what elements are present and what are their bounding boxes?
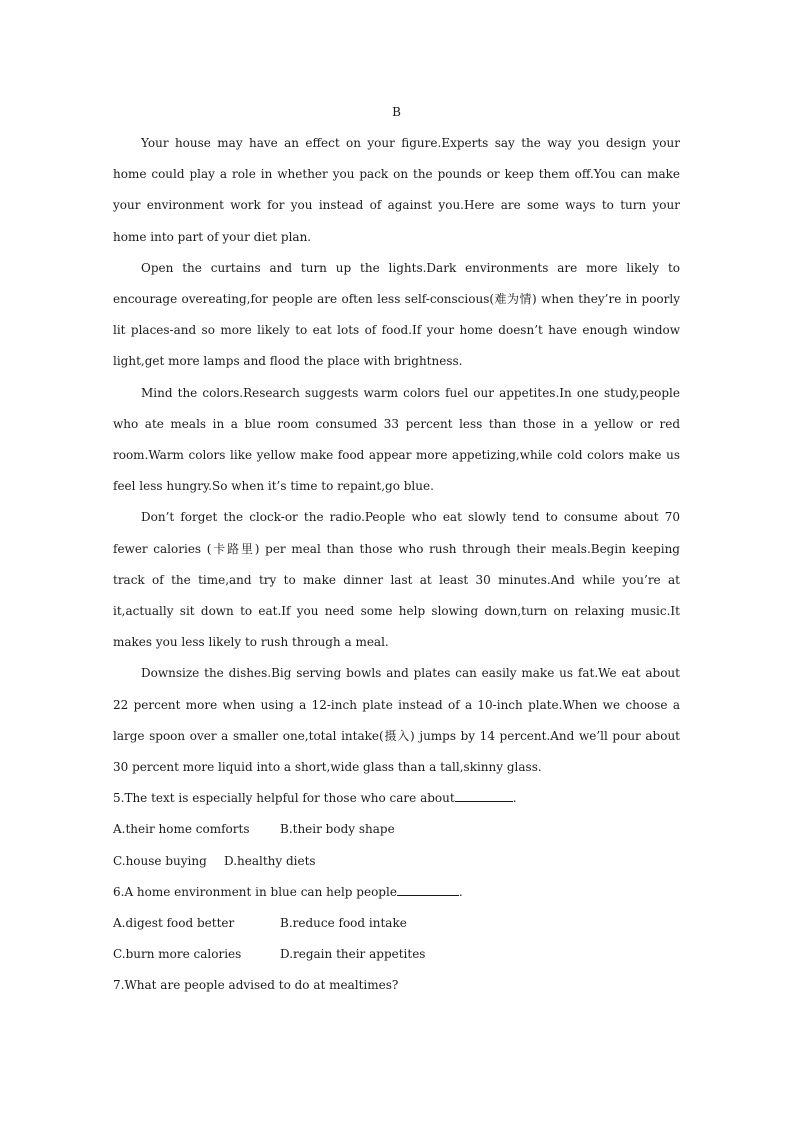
question-stem-text: 5.The text is especially helpful for those who care about xyxy=(113,791,455,806)
document-page xyxy=(113,97,680,1002)
question-stem-text: 7.What are people advised to do at mealtimes? xyxy=(113,978,399,993)
question-stem xyxy=(113,970,680,1001)
question-stem: 5.The text is especially helpful for those who care about . xyxy=(113,791,517,806)
paragraph-3: Mind the colors.Research suggests warm colors fuel our appetites.In one study,people who ate meals in a blue room consumed 33 percent less than those in a yellow or red room.Warm colors like yellow make food appear more appetizing,while cold colors make us feel less hungry.So when it’s time to repaint,go blue. xyxy=(113,385,680,494)
question-7 xyxy=(113,970,680,1001)
option-d: D.healthy diets xyxy=(224,853,316,868)
option-b: B.their body shape xyxy=(280,822,395,837)
question-stem: 6.A home environment in blue can help people . xyxy=(113,884,463,899)
option-d: D.regain their appetites xyxy=(280,947,426,962)
question-6 xyxy=(113,877,680,971)
option-a: A.digest food better xyxy=(113,916,235,931)
section-label: B xyxy=(392,105,401,119)
option-row xyxy=(113,814,680,845)
option-c: C.house buying xyxy=(113,853,207,868)
option-row xyxy=(113,908,680,939)
paragraph-4: Don’t forget the clock-or the radio.People who eat slowly tend to consume about 70 fewer calories (卡路里) per meal than those who rush through their meals.Begin keeping track of the time,and try to make dinner last at least 30 minutes.And while you’re at it,actually sit down to eat.If you need some help slowing down,turn on relaxing music.It makes you less likely to rush through a meal. xyxy=(113,510,680,650)
paragraph-1: Your house may have an effect on your figure.Experts say the way you design your home could play a role in whether you pack on the pounds or keep them off.You can make your environment work for you instead of against you.Here are some ways to turn your home into part of your diet plan. xyxy=(113,136,680,244)
answer-blank xyxy=(397,883,459,896)
option-b: B.reduce food intake xyxy=(280,916,407,931)
option-c: C.burn more calories xyxy=(113,947,242,962)
paragraph-5: Downsize the dishes.Big serving bowls and plates can easily make us fat.We eat about 22 percent more when using a 12-inch plate instead of a 10-inch plate.When we choose a large spoon over a smaller one,total intake(摄入) jumps by 14 percent.And we’ll pour about 30 percent more liquid into a short,wide glass than a tall,skinny glass. xyxy=(113,666,680,775)
option-a: A.their home comforts xyxy=(113,822,250,837)
question-5 xyxy=(113,783,680,877)
option-row xyxy=(113,846,680,877)
option-row xyxy=(113,939,680,970)
paragraph-2: Open the curtains and turn up the lights.Dark environments are more likely to encourage overeating,for people are often less self-conscious(难为情) when they’re in poorly lit places-and so more likely to eat lots of food.If your home doesn’t have enough window light,get more lamps and flood the place with brightness. xyxy=(113,260,680,369)
answer-blank xyxy=(455,789,513,802)
question-stem-text: 6.A home environment in blue can help people xyxy=(113,884,397,899)
